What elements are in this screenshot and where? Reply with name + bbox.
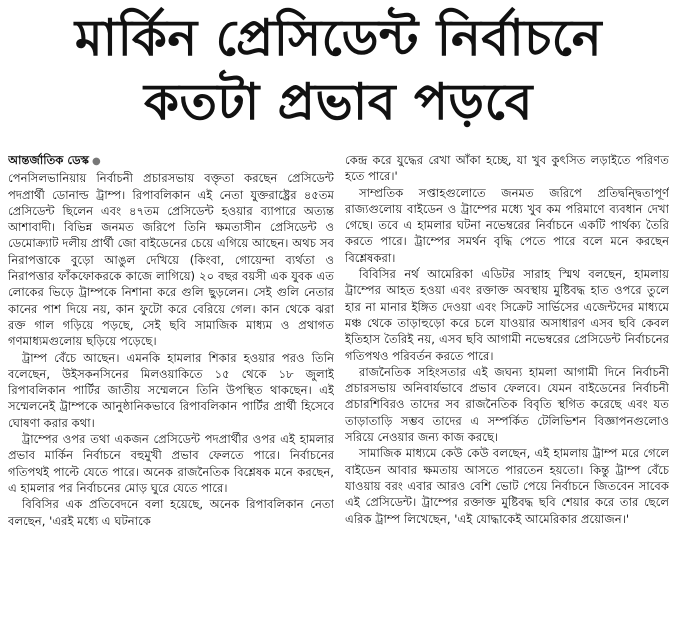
paragraph: পেনসিলভানিয়ায় নির্বাচনী প্রচারসভায় বক্তৃতা করছেন প্রেসিডেন্ট পদপ্রার্থী ডোনাল্ড ট্রাম্প। রিপাবলিকান এই নেতা যুক্তরাষ্ট্রের ৪৫তম প্রেসিডেন্ট ছিলেন এবং ৪৭তম প্রেসিডেন্ট হওয়ার ব্যাপারে অত্যন্ত আশাবাদী। বিভিন্ন জনমত জরিপে তিনি ক্ষমতাসীন প্রেসিডেন্ট ও ডেমোক্র্যাট দলীয় প্রার্থী জো বাইডেনের চেয়ে এগিয়ে আছেন। অথচ সব নিরাপত্তাকে বুড়ো আঙুল দেখিয়ে (কিংবা, গোয়েন্দা ব্যর্থতা ও নিরাপত্তার ফাঁকফোকরকে কাজে লাগিয়ে) ২০ বছর বয়সী এক যুবক এত লোকের ভিড়ে ট্রাম্পকে নিশানা করে গুলি ছুড়লেন। সেই গুলি নেতার কানের পাশ দিয়ে নয়, কান ফুটো করে বেরিয়ে গেল। কান থেকে ঝরা রক্ত গাল গড়িয়ে পড়ছে, সেই ছবি সামাজিক মাধ্যম ও প্রথাগত গণমাধ্যমগুলোয় ছড়িয়ে পড়েছে।: [8, 171, 334, 349]
paragraph: বিবিসির নর্থ আমেরিকা এডিটর সারাহ স্মিথ বলছেন, হামলায় ট্রাম্পের আহত হওয়া এবং রক্তাক্ত অবস্থায় মুষ্টিবদ্ধ হাত ওপরে তুলে হার না মানার ইঙ্গিত দেওয়া এবং সিক্রেট সার্ভিসের এজেন্টদের মাধ্যমে মঞ্চ থেকে তাড়াহুড়ো করে চলে যাওয়ার অসাধারণ এসব ছবি কেবল ইতিহাস তৈরিই নয়, এসব ছবি আগামী নভেম্বরের প্রেসিডেন্ট নির্বাচনের গতিপথও পরিবর্তন করতে পারে।: [345, 267, 669, 363]
article-column-left: [8, 152, 334, 634]
desk-label-text: আন্তর্জাতিক ডেস্ক: [8, 153, 90, 167]
bullet-icon: ●: [92, 156, 101, 167]
paragraph: বিবিসির এক প্রতিবেদনে বলা হয়েছে, অনেক রিপাবলিকান নেতা বলছেন, 'এরই মধ্যে এ ঘটনাকে: [8, 497, 334, 528]
paragraph: কেন্দ্র করে যুদ্ধের রেখা আঁকা হচ্ছে, যা খুব কুৎসিত লড়াইতে পরিণত হতে পারে।': [345, 153, 669, 184]
paragraph: সাম্প্রতিক সপ্তাহগুলোতে জনমত জরিপে প্রতিদ্বন্দ্বিতাপূর্ণ রাজ্যগুলোয় বাইডেন ও ট্রাম্পের মধ্যে খুব কম পরিমাণে ব্যবধান দেখা গেছে। তবে এ হামলার ঘটনা নভেম্বরের নির্বাচনে একটি পার্থক্য তৈরি করতে পারে। ট্রাম্পের সমর্থন বৃদ্ধি পেতে পারে বলে মনে করছেন বিশ্লেষকরা।: [345, 185, 669, 265]
headline-line-2: কতটা প্রভাব পড়বে: [143, 73, 533, 131]
paragraph: ট্রাম্প বেঁচে আছেন। এমনকি হামলার শিকার হওয়ার পরও তিনি বলেছেন, উইসকনসিনের মিলওয়াকিতে ১৫ থেকে ১৮ জুলাই রিপাবলিকান পার্টির জাতীয় সম্মেলনে তিনি উপস্থিত থাকছেন। এই সম্মেলনেই ট্রাম্পকে আনুষ্ঠানিকভাবে রিপাবলিকান পার্টির প্রার্থী হিসেবে ঘোষণা করার কথা।: [8, 350, 334, 430]
desk-label: [8, 152, 334, 170]
paragraph: রাজনৈতিক সহিংসতার এই জঘন্য হামলা আগামী দিনে নির্বাচনী প্রচারসভায় অনিবার্যভাবে প্রভাব ফেলবে। যেমন বাইডেনের নির্বাচনী প্রচারশিবিরও তাদের সব রাজনৈতিক বিবৃতি স্থগিত করেছে এবং যত তাড়াতাড়ি সম্ভব তাদের এ সম্পর্কিত টেলিভিশন বিজ্ঞাপনগুলোও সরিয়ে নেওয়ার জন্য কাজ করছে।: [345, 364, 669, 445]
headline: [0, 6, 677, 134]
headline-line-1: মার্কিন প্রেসিডেন্ট নির্বাচনে: [74, 9, 603, 67]
article-column-right: [345, 152, 669, 634]
paragraph: ট্রাম্পের ওপর তথা একজন প্রেসিডেন্ট পদপ্রার্থীর ওপর এই হামলার প্রভাব মার্কিন নির্বাচনে বহুমুখী প্রভাব ফেলতে পারে। নির্বাচনের গতিপথই পাল্টে যেতে পারে। অনেক রাজনৈতিক বিশ্লেষক মনে করছেন, এ হামলার পর নির্বাচনের মোড় ঘুরে যেতে পারে।: [8, 432, 334, 495]
paragraph: সামাজিক মাধ্যমে কেউ কেউ বলছেন, এই হামলায় ট্রাম্প মরে গেলে বাইডেন আবার ক্ষমতায় আসতে পারতেন হয়তো। কিন্তু ট্রাম্প বেঁচে যাওয়ায় বরং এবার আরও বেশি ভোট পেয়ে নির্বাচনে জিতবেন সাবেক এই প্রেসিডেন্ট। ট্রাম্পের রক্তাক্ত মুষ্টিবদ্ধ ছবি শেয়ার করে তার ছেলে এরিক ট্রাম্প লিখেছেন, 'এই যোদ্ধাকেই আমেরিকার প্রয়োজন।': [345, 446, 669, 526]
